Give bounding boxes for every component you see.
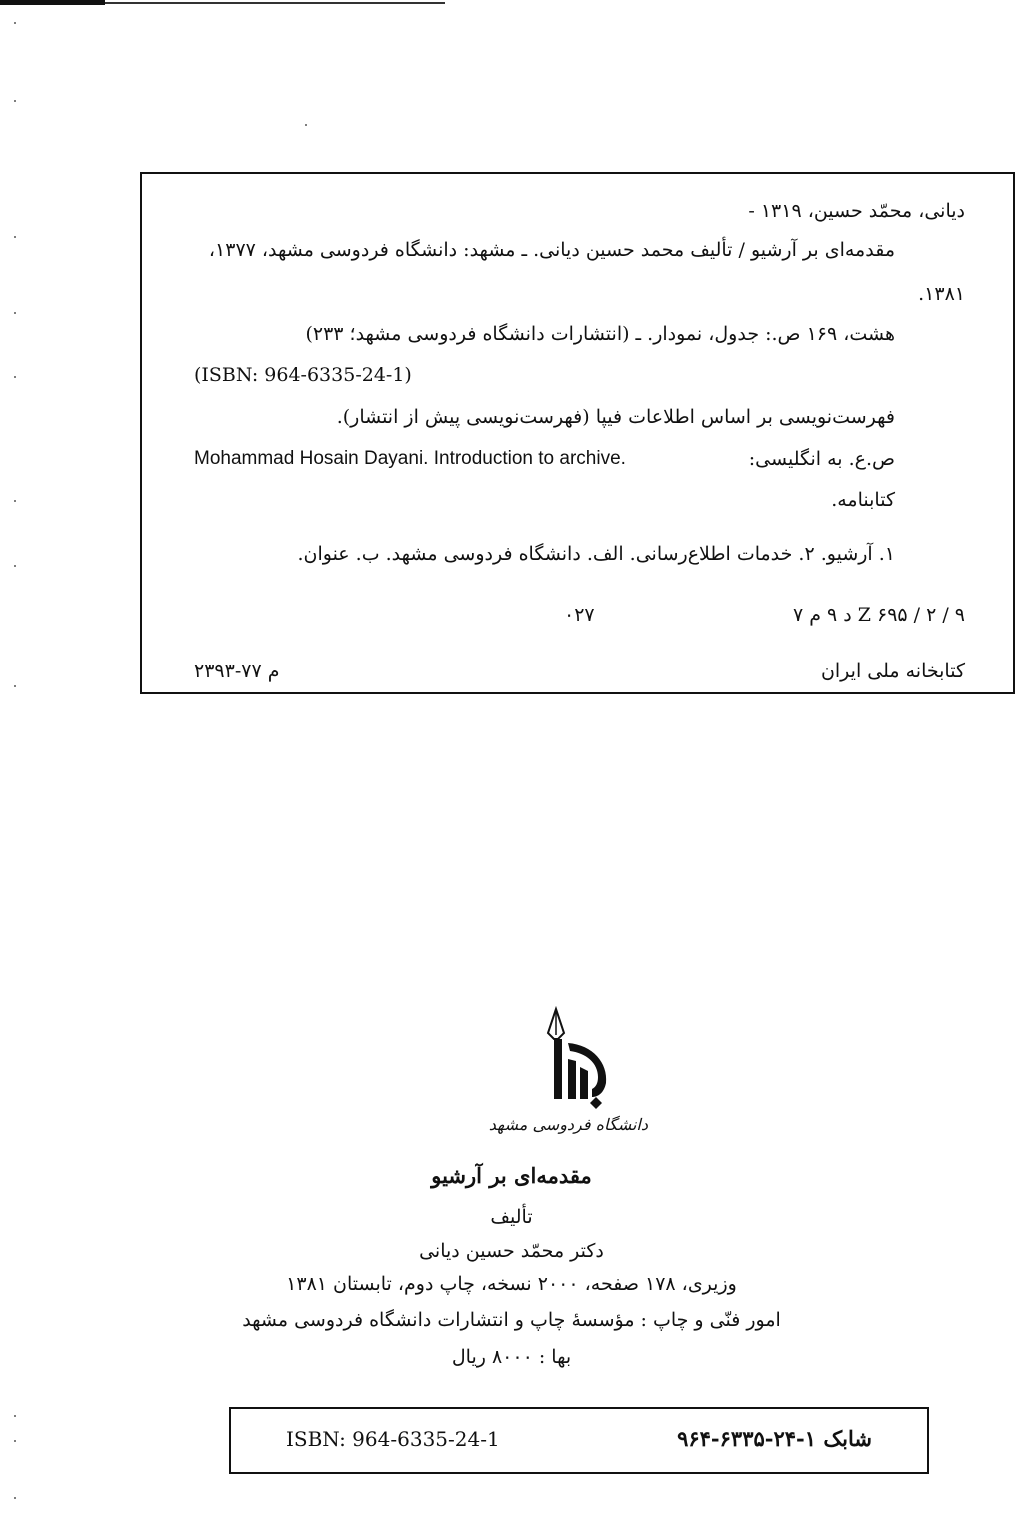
cip-year-continuation: ۱۳۸۱. [918,283,965,305]
scan-speck [14,565,16,567]
scan-speck [14,376,16,378]
cip-library-number: م ۷۷-۲۳۹۳ [194,660,280,682]
book-title: مقدمه‌ای بر آرشیو [431,1163,592,1188]
scan-speck [14,312,16,314]
scan-speck [14,22,16,24]
scan-speck [14,1415,16,1417]
scan-speck [14,500,16,502]
cip-classification-dewey: ۰۲۷ [564,604,595,626]
scan-speck [14,1497,16,1499]
printer-info: امور فنّی و چاپ : مؤسسهٔ چاپ و انتشارات دانشگاه فردوسی مشهد [242,1309,781,1331]
cip-english-title: Mohammad Hosain Dayani. Introduction to archive. [194,448,626,469]
university-pen-logo-icon [518,1005,648,1115]
isbn-box [229,1407,929,1474]
cip-classification-lc: Z ۶۹۵ / ۲ / ۹ د ۹ م ۷ [792,604,965,626]
scan-speck [14,100,16,102]
scan-speck [14,236,16,238]
scan-speck [14,1440,16,1442]
cip-title-line: مقدمه‌ای بر آرشیو / تألیف محمد حسین دیانی. ـ مشهد: دانشگاه فردوسی مشهد، ۱۳۷۷، [208,239,895,261]
top-rule-thin [105,2,445,4]
cip-author-line: دیانی، محمّد حسین، ۱۳۱۹ - [748,200,965,222]
cip-record-box [140,172,1015,694]
author-name: دکتر محمّد حسین دیانی [419,1240,604,1262]
cip-library-name: کتابخانه ملی ایران [820,660,965,682]
print-details: وزیری، ۱۷۸ صفحه، ۲۰۰۰ نسخه، چاپ دوم، تابستان ۱۳۸۱ [286,1273,737,1295]
cip-bibliography: کتابنامه. [831,489,895,511]
scan-speck [305,124,307,126]
cip-fipa-note: فهرست‌نویسی بر اساس اطلاعات فیپا (فهرست‌نویسی پیش از انتشار). [336,406,895,428]
cip-subjects: ۱. آرشیو. ۲. خدمات اطلاع‌رسانی. الف. دانشگاه فردوسی مشهد. ب. عنوان. [297,543,895,565]
by-label: تألیف [490,1206,533,1228]
cip-english-title-label: ص.ع. به انگلیسی: [748,448,895,470]
isbn-persian: شابک ۱-۲۴-۶۳۳۵-۹۶۴ [677,1426,872,1451]
isbn-english: ISBN: 964-6335-24-1 [286,1427,500,1451]
cip-collation: هشت، ۱۶۹ ص.: جدول، نمودار. ـ (انتشارات دانشگاه فردوسی مشهد؛ ۲۳۳) [305,323,895,345]
cip-isbn: (ISBN: 964-6335-24-1) [194,364,412,386]
scan-speck [14,685,16,687]
top-rule-thick [0,0,105,5]
university-logo [488,1005,648,1145]
logo-caption: دانشگاه فردوسی مشهد [488,1115,648,1134]
price: بها : ۸۰۰۰ ریال [451,1346,572,1368]
